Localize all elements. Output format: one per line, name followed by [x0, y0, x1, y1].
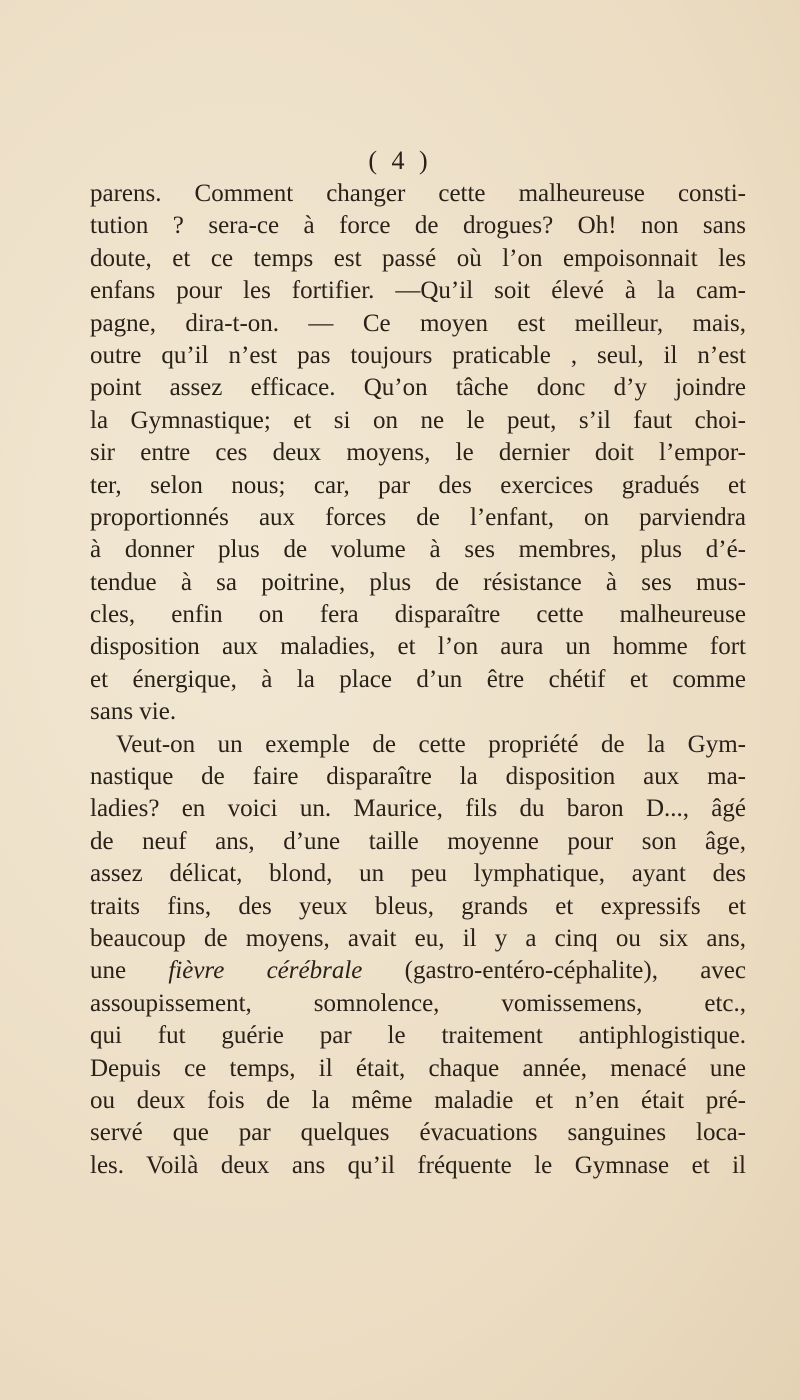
text-line: assoupissement, somnolence, vomissemens, etc., [90, 989, 746, 1017]
italic-term: fièvre cérébrale [168, 957, 363, 985]
text-line: de neuf ans, d’une taille moyenne pour son âge, [90, 827, 746, 855]
text-line: sir entre ces deux moyens, le dernier doit l’empor- [90, 439, 746, 467]
paragraph-end-line: sans vie. [90, 698, 177, 726]
text-line: traits fins, des yeux bleus, grands et expressifs et [90, 892, 746, 920]
text-line: doute, et ce temps est passé où l’on empoisonnait les [90, 244, 746, 272]
text-line: outre qu’il n’est pas toujours praticable , seul, il n’est [90, 341, 746, 369]
text-segment: (gastro-entéro-céphalite), avec [362, 957, 746, 985]
text-line: cles, enfin on fera disparaître cette malheureuse [90, 601, 746, 629]
text-line: point assez efficace. Qu’on tâche donc d’y joindre [90, 374, 746, 402]
text-line: proportionnés aux forces de l’enfant, on parviendra [90, 503, 746, 531]
text-line: les. Voilà deux ans qu’il fréquente le Gymnase et il [90, 1151, 746, 1179]
text-line: assez délicat, blond, un peu lymphatique, ayant des [90, 860, 746, 888]
text-line: enfans pour les fortifier. —Qu’il soit élevé à la cam- [90, 277, 746, 305]
text-line: servé que par quelques évacuations sanguines loca- [90, 1119, 746, 1147]
page-number: ( 4 ) [368, 146, 432, 175]
text-line: pagne, dira-t-on. — Ce moyen est meilleur, mais, [90, 309, 746, 337]
text-segment: une [90, 957, 169, 985]
paragraph-start-line: Veut-on un exemple de cette propriété de la Gym- [116, 730, 746, 758]
text-line: Depuis ce temps, il était, chaque année, menacé une [90, 1054, 746, 1082]
text-line-with-italic [90, 955, 746, 987]
text-line: beaucoup de moyens, avait eu, il y a cinq ou six ans, [90, 924, 746, 952]
text-line: tendue à sa poitrine, plus de résistance à ses mus- [90, 568, 746, 596]
text-line: qui fut guérie par le traitement antiphlogistique. [90, 1022, 746, 1050]
text-line: ladies? en voici un. Maurice, fils du baron D..., âgé [90, 795, 746, 823]
text-line: ter, selon nous; car, par des exercices gradués et [90, 471, 746, 499]
text-line: ou deux fois de la même maladie et n’en était pré- [90, 1086, 746, 1114]
text-line: nastique de faire disparaître la disposition aux ma- [90, 763, 746, 791]
text-line: la Gymnastique; et si on ne le peut, s’il faut choi- [90, 406, 746, 434]
body-text [90, 178, 746, 1182]
text-line: à donner plus de volume à ses membres, plus d’é- [90, 536, 746, 564]
text-line: disposition aux maladies, et l’on aura un homme fort [90, 633, 746, 661]
text-line: tution ? sera-ce à force de drogues? Oh! non sans [90, 212, 746, 240]
text-line: et énergique, à la place d’un être chétif et comme [90, 665, 746, 693]
text-line: parens. Comment changer cette malheureuse consti- [90, 180, 746, 207]
